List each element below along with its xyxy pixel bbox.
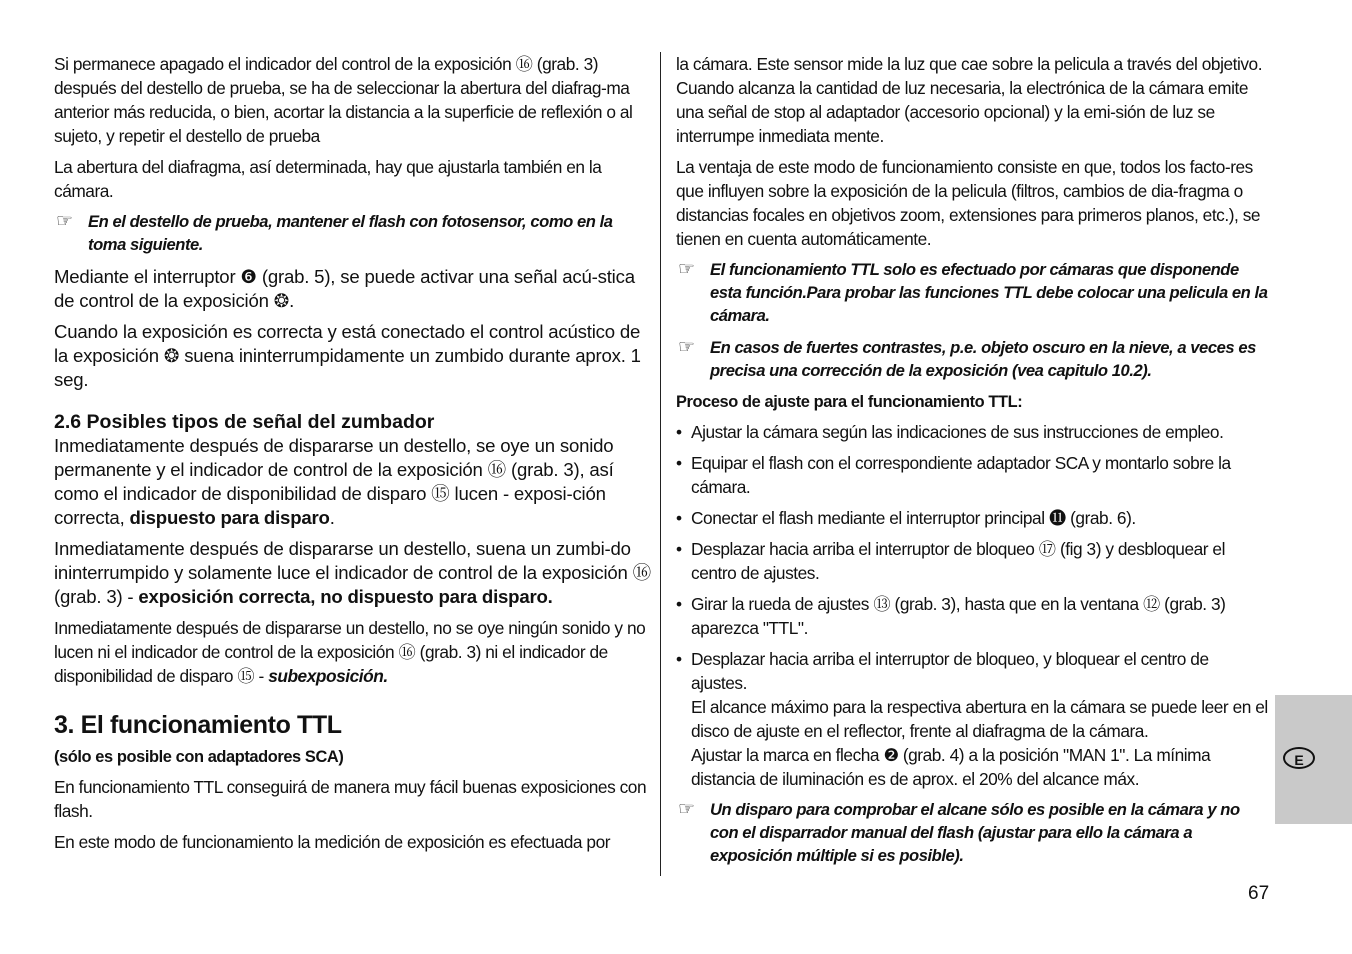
pointing-hand-icon: ☞ <box>678 259 695 280</box>
emphasis: subexposición. <box>268 666 388 686</box>
paragraph: Si permanece apagado el indicador del control de la exposición ⑯ (grab. 3) después del destello de prueba, se ha de seleccionar la abertura del diafrag-ma anterior más reducida, o bien, acortar la distancia a la superficie de reflexión o al sujeto, y repetir el destello de prueba <box>54 54 633 146</box>
language-tab <box>1275 695 1352 824</box>
pointing-hand-icon: ☞ <box>56 211 73 232</box>
pointing-hand-icon: ☞ <box>678 337 695 358</box>
chapter-heading: 3. El funcionamiento TTL <box>54 711 342 739</box>
paragraph: Inmediatamente después de dispararse un destello, se oye un sonido permanente y el indicador de control de la exposición ⑯ (grab. 3), así como el indicador de disponibilidad de disparo ⑮ lucen - exposi-ción correcta, dispuesto para disparo. <box>54 435 614 528</box>
chapter-subheading: (sólo es posible con adaptadores SCA) <box>54 748 344 766</box>
list-item-text: El alcance máximo para la respectiva abertura en la cámara se puede leer en el disco de ajuste en el reflector, frente al diafragma de la cámara. <box>691 697 1268 741</box>
note-text: Un disparo para comprobar el alcane sólo es posible en la cámara y no con el disparrador manual del flash (ajustar para ello la cámara a exposición múltiple si es posible). <box>710 800 1240 865</box>
list-item: • Equipar el flash con el correspondiente adaptador SCA y montarlo sobre la cámara. <box>676 451 1268 499</box>
paragraph: Mediante el interruptor ❻ (grab. 5), se puede activar una señal acú-stica de control de la exposición ❂. <box>54 266 635 311</box>
right-column <box>676 52 1268 876</box>
procedure-heading: Proceso de ajuste para el funcionamiento TTL: <box>676 393 1023 411</box>
paragraph <box>54 537 654 609</box>
paragraph: Cuando la exposición es correcta y está conectado el control acústico de la exposición ❂ suena ininterrumpidamente un zumbido durante aprox. 1 seg. <box>54 321 641 390</box>
note <box>676 258 1268 327</box>
list-item: • Ajustar la cámara según las indicaciones de sus instrucciones de empleo. <box>676 420 1268 444</box>
section-heading: 2.6 Posibles tipos de señal del zumbador <box>54 411 435 433</box>
paragraph: En funcionamiento TTL conseguirá de manera muy fácil buenas exposiciones con flash. <box>54 777 647 821</box>
left-column <box>54 52 654 861</box>
language-tab-label: E <box>1283 747 1315 769</box>
emphasis: dispuesto para disparo <box>129 507 330 528</box>
list-item: • Desplazar hacia arriba el interruptor de bloqueo ⑰ (fig 3) y desbloquear el centro de ajustes. <box>676 537 1268 585</box>
paragraph-text: Inmediatamente después de dispararse un destello, se oye un sonido permanente y el indicador de control de la exposición ⑯ (grab. 3), así como el indicador de disponibilidad de disparo ⑮ lucen - exposi-ción correcta, <box>54 435 614 528</box>
note <box>54 210 654 256</box>
paragraph: La ventaja de este modo de funcionamiento consiste en que, todos los facto-res que influyen sobre la exposición de la pelicula (filtros, cambios de dia-fragma o distancias focales en objetivos zoom, extensiones para primeros planos, etc.), se tienen en cuenta automáticamente. <box>676 157 1261 249</box>
paragraph-text: Inmediatamente después de dispararse un destello, suena un zumbi-do ininterrumpido y solamente luce el indicador de control de la exposición ⑯ (grab. 3) - <box>54 538 652 607</box>
list-item: • Girar la rueda de ajustes ⑬ (grab. 3), hasta que en la ventana ⑫ (grab. 3) aparezca "TTL". <box>676 592 1268 640</box>
note <box>676 336 1268 382</box>
page-number: 67 <box>1248 883 1270 904</box>
list-item: • Conectar el flash mediante el interruptor principal ⓫ (grab. 6). <box>676 506 1268 530</box>
paragraph: la cámara. Este sensor mide la luz que cae sobre la pelicula a través del objetivo. Cuando alcanza la cantidad de luz necesaria, la electrónica de la cámara emite una señal de stop al adaptador (accesorio opcional) y la emi-sión de luz se interrumpe inmediata mente. <box>676 54 1263 146</box>
note <box>676 798 1268 867</box>
paragraph: En este modo de funcionamiento la medición de exposición es efectuada por <box>54 832 611 852</box>
note-text: El funcionamiento TTL solo es efectuado por cámaras que disponende esta función.Para probar las funciones TTL debe colocar una pelicula en la cámara. <box>710 260 1268 325</box>
list-item-text: Ajustar la marca en flecha ❷ (grab. 4) a la posición "MAN 1". La mínima distancia de iluminación es de aprox. el 20% del alcance máx. <box>691 745 1211 789</box>
paragraph <box>54 616 654 688</box>
column-divider <box>660 52 661 876</box>
list-item <box>676 647 1268 791</box>
pointing-hand-icon: ☞ <box>678 799 695 820</box>
note-text: En casos de fuertes contrastes, p.e. objeto oscuro en la nieve, a veces es precisa una corrección de la exposición (vea capitulo 10.2). <box>710 338 1256 380</box>
note-text: En el destello de prueba, mantener el flash con fotosensor, como en la toma siguiente. <box>88 212 613 254</box>
paragraph: La abertura del diafragma, así determinada, hay que ajustarla también en la cámara. <box>54 157 602 201</box>
paragraph-text: Inmediatamente después de dispararse un destello, no se oye ningún sonido y no lucen ni el indicador de control de la exposición ⑯ (grab. 3) ni el indicador de disponibilidad de disparo ⑮ - <box>54 618 646 686</box>
list-item-text: • Desplazar hacia arriba el interruptor de bloqueo, y bloquear el centro de ajustes. <box>691 649 1209 693</box>
emphasis: exposición correcta, no dispuesto para disparo. <box>138 586 553 607</box>
